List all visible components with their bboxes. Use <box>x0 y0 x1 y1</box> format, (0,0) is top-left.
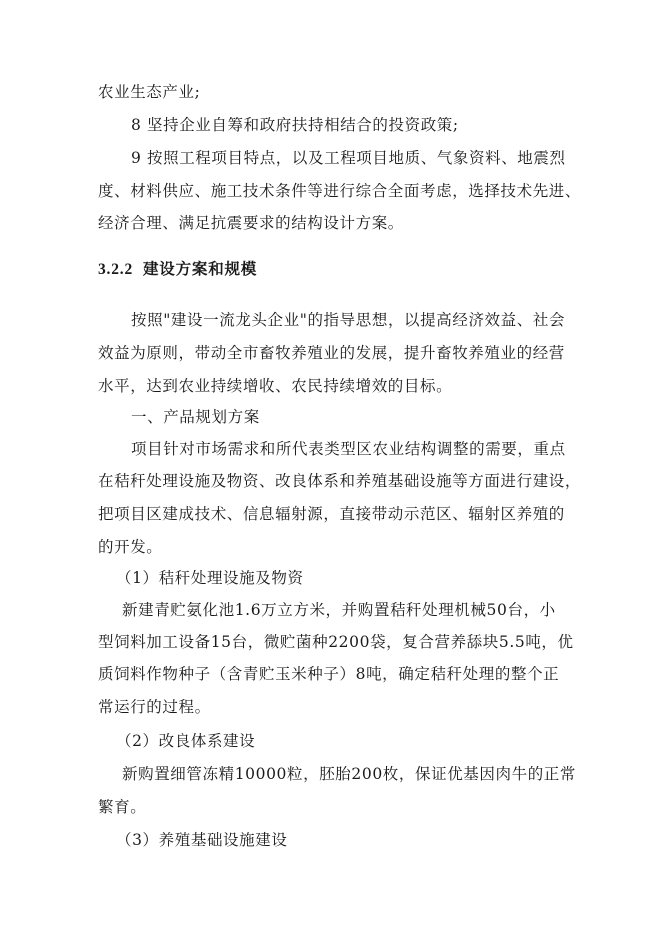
section-title: 建设方案和规模 <box>143 260 258 278</box>
text-line: 8 坚持企业自筹和政府扶持相结合的投资政策; <box>131 116 459 134</box>
text-line: 效益为原则，带动全市畜牧养殖业的发展，提升畜牧养殖业的经营 <box>98 344 565 362</box>
text-line: 农业生态产业; <box>98 83 201 101</box>
text-line: 新购置细管冻精10000粒，胚胎200枚，保证优基因肉牛的正常 <box>122 765 576 783</box>
text-line: 水平，达到农业持续增收、农民持续增效的目标。 <box>98 377 453 395</box>
text-line: 在秸秆处理设施及物资、改良体系和养殖基础设施等方面进行建设， <box>98 472 582 490</box>
text-line: （1）秸秆处理设施及物资 <box>116 569 304 587</box>
text-line: 一、产品规划方案 <box>131 408 260 426</box>
text-line: 经济合理、满足抗震要求的结构设计方案。 <box>98 214 404 232</box>
text-line: 繁育。 <box>98 798 147 816</box>
text-line: 新建青贮氨化池1.6万立方米，并购置秸秆处理机械50台，小 <box>122 601 556 619</box>
section-number: 3.2.2 <box>98 261 133 278</box>
text-line: 型饲料加工设备15台，微贮菌种2200袋，复合营养舔块5.5吨，优 <box>98 633 574 651</box>
text-line: 度、材料供应、施工技术条件等进行综合全面考虑，选择技术先进、 <box>98 182 582 200</box>
text-line: 按照"建设一流龙头企业"的指导思想，以提高经济效益、社会 <box>131 311 566 329</box>
text-line: 质饲料作物种子（含青贮玉米种子）8吨，确定秸秆处理的整个正 <box>98 665 560 683</box>
section-heading <box>98 259 257 280</box>
text-line: 的开发。 <box>98 538 163 556</box>
text-line: （2）改良体系建设 <box>116 732 256 750</box>
text-line: 项目针对市场需求和所代表类型区农业结构调整的需要，重点 <box>131 440 566 458</box>
text-line: 把项目区建成技术、信息辐射源，直接带动示范区、辐射区养殖的 <box>98 505 565 523</box>
text-line: 常运行的过程。 <box>98 698 211 716</box>
text-line: 9 按照工程项目特点，以及工程项目地质、气象资料、地震烈 <box>131 149 566 167</box>
text-line: （3）养殖基础设施建设 <box>116 831 288 849</box>
